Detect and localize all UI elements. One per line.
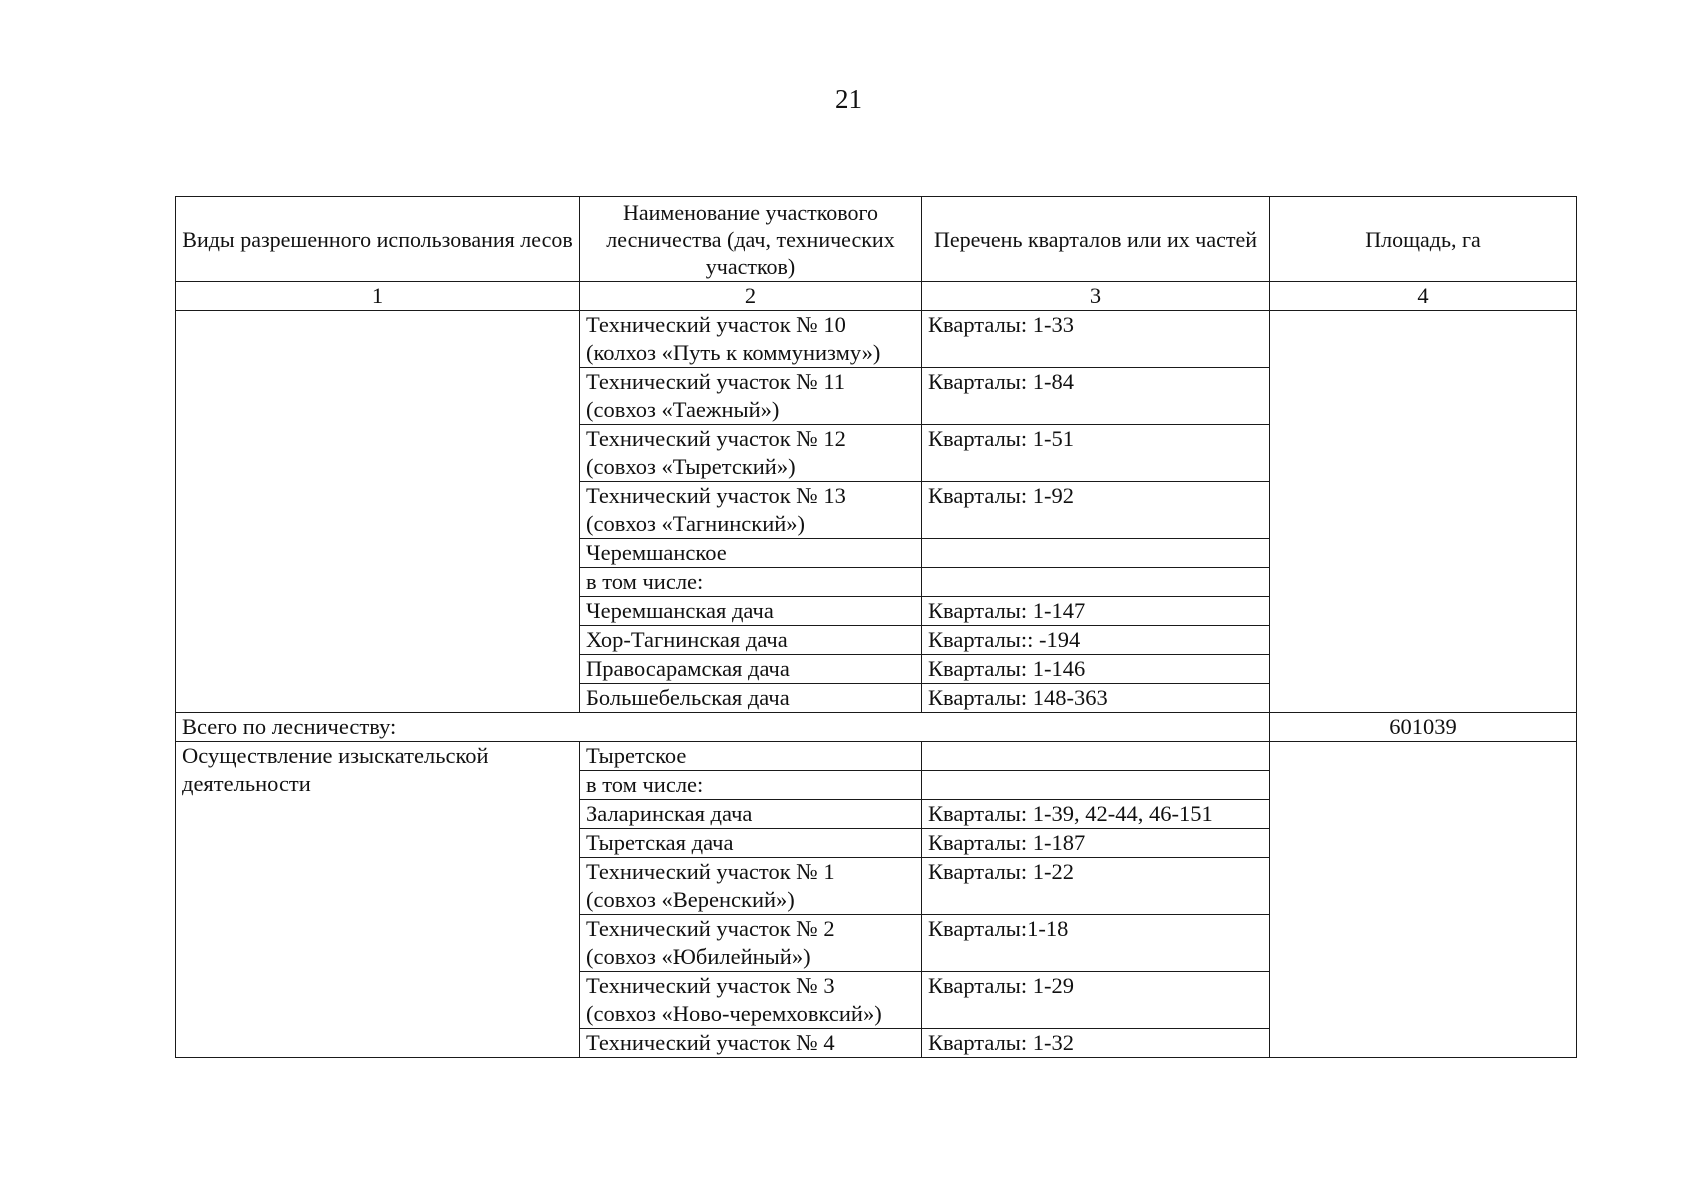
forestry-name-cell (580, 972, 922, 1029)
name-line: (совхоз «Ново-черемховксий») (586, 1001, 882, 1026)
forestry-name-cell (580, 311, 922, 368)
name-line: (совхоз «Таежный») (586, 397, 780, 422)
quarters-cell: Кварталы: 1-32 (922, 1029, 1270, 1058)
name-line: (совхоз «Тыретский») (586, 454, 796, 479)
quarters-cell: Кварталы:: -194 (922, 626, 1270, 655)
header-quarters: Перечень кварталов или их частей (922, 197, 1270, 282)
quarters-cell: Кварталы: 1-33 (922, 311, 1270, 368)
quarters-cell-empty (922, 771, 1270, 800)
area-cell-empty (1270, 742, 1577, 1058)
quarters-cell: Кварталы: 1-84 (922, 368, 1270, 425)
total-value: 601039 (1270, 713, 1577, 742)
quarters-cell-empty (922, 742, 1270, 771)
name-line: (колхоз «Путь к коммунизму») (586, 340, 881, 365)
dacha-name-cell: Хор-Тагнинская дача (580, 626, 922, 655)
name-line: Технический участок № 1 (586, 859, 835, 884)
header-row (176, 197, 1577, 282)
name-line: (совхоз «Юбилейный») (586, 944, 811, 969)
column-number: 1 (176, 282, 580, 311)
name-line: (совхоз «Веренский») (586, 887, 795, 912)
quarters-cell: Кварталы: 148-363 (922, 684, 1270, 713)
total-row (176, 713, 1577, 742)
quarters-cell: Кварталы: 1-39, 42-44, 46-151 (922, 800, 1270, 829)
quarters-cell: Кварталы: 1-22 (922, 858, 1270, 915)
table-row (176, 311, 1577, 368)
dacha-name-cell: Тыретская дача (580, 829, 922, 858)
column-number-row (176, 282, 1577, 311)
forestry-name-cell (580, 858, 922, 915)
column-number: 3 (922, 282, 1270, 311)
column-number: 2 (580, 282, 922, 311)
forestry-title-cell: Черемшанское (580, 539, 922, 568)
name-line: Технический участок № 2 (586, 916, 835, 941)
page-number: 21 (835, 84, 862, 114)
name-line: Технический участок № 12 (586, 426, 846, 451)
name-line: Технический участок № 11 (586, 369, 846, 394)
including-label-cell: в том числе: (580, 771, 922, 800)
forestry-title-cell: Тыретское (580, 742, 922, 771)
name-line: Технический участок № 10 (586, 312, 846, 337)
header-forestry-name: Наименование участкового лесничества (дач, технических участков) (580, 197, 922, 282)
name-line: (совхоз «Тагнинский») (586, 511, 806, 536)
name-line: Технический участок № 3 (586, 973, 835, 998)
header-use-type: Виды разрешенного использования лесов (176, 197, 580, 282)
table-row (176, 742, 1577, 771)
quarters-cell: Кварталы: 1-147 (922, 597, 1270, 626)
forest-use-table (175, 196, 1577, 1058)
use-type-cell-empty (176, 311, 580, 713)
quarters-cell: Кварталы:1-18 (922, 915, 1270, 972)
quarters-cell: Кварталы: 1-187 (922, 829, 1270, 858)
quarters-cell: Кварталы: 1-29 (922, 972, 1270, 1029)
dacha-name-cell: Большебельская дача (580, 684, 922, 713)
forestry-name-cell (580, 915, 922, 972)
area-cell-empty (1270, 311, 1577, 713)
dacha-name-cell: Заларинская дача (580, 800, 922, 829)
quarters-cell-empty (922, 539, 1270, 568)
quarters-cell: Кварталы: 1-51 (922, 425, 1270, 482)
forestry-name-cell (580, 368, 922, 425)
including-label-cell: в том числе: (580, 568, 922, 597)
use-type-cell: Осуществление изыскательской деятельности (176, 742, 580, 1058)
forestry-name-cell (580, 482, 922, 539)
column-number: 4 (1270, 282, 1577, 311)
name-line: Технический участок № 13 (586, 483, 846, 508)
forestry-name-cell: Технический участок № 4 (580, 1029, 922, 1058)
dacha-name-cell: Черемшанская дача (580, 597, 922, 626)
quarters-cell: Кварталы: 1-92 (922, 482, 1270, 539)
quarters-cell-empty (922, 568, 1270, 597)
forestry-name-cell (580, 425, 922, 482)
quarters-cell: Кварталы: 1-146 (922, 655, 1270, 684)
dacha-name-cell: Правосарамская дача (580, 655, 922, 684)
total-label: Всего по лесничеству: (176, 713, 1270, 742)
header-area: Площадь, га (1270, 197, 1577, 282)
